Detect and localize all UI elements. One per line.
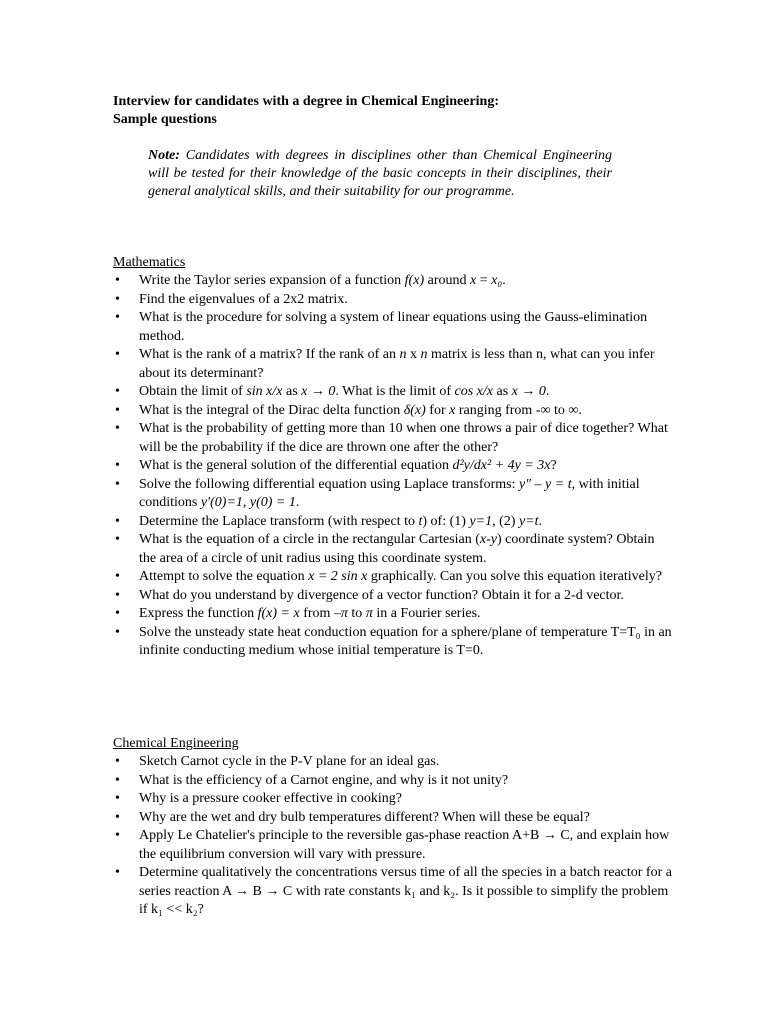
question-math-text: 0 — [538, 384, 546, 399]
bullet-marker: • — [115, 865, 120, 880]
section-heading-chemical-engineering: Chemical Engineering — [113, 736, 239, 751]
question-text: What is the integral of the Dirac delta function — [139, 402, 404, 418]
question-text: → — [307, 384, 329, 399]
bullet-marker: • — [115, 569, 120, 584]
question-item — [113, 790, 673, 809]
question-math-text: sin x/x — [246, 384, 283, 399]
question-math-text: -∞ — [535, 402, 551, 418]
question-text: from – — [299, 606, 341, 621]
question-item — [113, 513, 673, 532]
bullet-marker: • — [115, 384, 120, 399]
question-math-text: 0 — [328, 384, 336, 399]
question-text: Why are the wet and dry bulb temperatures different? When will these be equal? — [139, 809, 590, 825]
title-line-1: Interview for candidates with a degree in Chemical Engineering: — [113, 94, 500, 109]
question-text: What is the probability of getting more than 10 when one throws a pair of dice together? What will be the probability if the dice are thrown one after the other? — [139, 421, 668, 455]
question-text: ? — [550, 458, 557, 473]
question-item — [113, 309, 673, 346]
question-text: Obtain the limit of — [139, 384, 247, 399]
bullet-marker: • — [115, 791, 120, 806]
question-text: . What is the limit of — [335, 384, 455, 399]
question-text: Solve the unsteady state heat conduction equation for a sphere/plane of temperature T=T₀ in an infinite conducting medium whose initial temperature is T=0. — [139, 624, 672, 658]
question-text: . — [295, 495, 300, 510]
bullet-marker: • — [115, 273, 120, 288]
question-math-text: x — [511, 384, 518, 399]
question-math-text: x₀ — [491, 273, 503, 288]
question-math-text: cos x/x — [454, 384, 493, 399]
document-title — [113, 93, 713, 129]
question-math-text: y′(0)=1, y(0) = 1 — [200, 495, 296, 510]
question-math-text: π — [340, 606, 348, 621]
bullet-marker: • — [115, 772, 120, 788]
section-heading-mathematics: Mathematics — [113, 255, 186, 270]
bullet-marker: • — [115, 402, 120, 418]
bullet-marker: • — [115, 458, 120, 473]
bullet-marker: • — [115, 587, 120, 603]
question-item — [113, 420, 673, 457]
question-item — [113, 383, 673, 402]
question-math-text: f(x) — [404, 273, 425, 288]
question-item — [113, 605, 673, 624]
question-item — [113, 772, 673, 791]
bullet-marker: • — [115, 809, 120, 825]
question-text: Attempt to solve the equation — [139, 569, 309, 584]
question-item — [113, 291, 673, 310]
question-text: matrix is less than n, what can you infer about its determinant? — [139, 347, 655, 381]
question-item — [113, 827, 673, 864]
bullet-marker: • — [115, 347, 120, 362]
note-label: Note: — [148, 148, 180, 163]
question-text: Determine the Laplace transform (with respect to — [139, 513, 419, 529]
question-text: . — [502, 273, 506, 288]
question-text: around — [424, 273, 470, 288]
question-math-text: ∞ — [568, 402, 579, 418]
question-math-text: x = 2 sin x — [308, 569, 368, 584]
note-paragraph — [148, 147, 612, 201]
question-text: . — [578, 402, 582, 418]
bullet-marker: • — [115, 624, 120, 640]
question-text: What is the general solution of the differential equation — [139, 458, 453, 473]
question-item — [113, 402, 673, 421]
question-math-text: d²y/dx² + 4y = 3x — [452, 458, 551, 473]
question-text: Solve the following differential equation using Laplace transforms: — [139, 476, 519, 492]
question-text: Find the eigenvalues of a 2x2 matrix. — [139, 291, 348, 307]
question-text: for — [425, 402, 450, 418]
question-text: to — [550, 402, 569, 418]
question-text: Determine qualitatively the concentrations versus time of all the species in a batch reactor for a series reaction A → B → C with rate constants k₁ and k₂. Is it possible to simplify the problem if k₁ << k₂? — [139, 865, 672, 917]
bullet-marker: • — [115, 513, 120, 529]
question-math-text: y″ – y = t — [518, 476, 572, 492]
question-text: in a Fourier series. — [372, 606, 481, 621]
bullet-marker: • — [115, 421, 120, 436]
question-text: . — [545, 384, 550, 399]
question-math-text: δ(x) — [403, 402, 426, 418]
question-text: Why is a pressure cooker effective in cooking? — [139, 791, 402, 806]
bullet-marker: • — [115, 310, 120, 325]
question-text: Express the function — [139, 606, 258, 621]
question-text: . — [538, 513, 542, 529]
question-list-chemical-engineering — [113, 753, 673, 920]
question-item — [113, 568, 673, 587]
question-text: , (2) — [492, 513, 519, 529]
question-math-text: x — [301, 384, 308, 399]
question-text: ) coordinate system? Obtain the area of a circle of unit radius using this coordinate system. — [139, 532, 655, 566]
question-math-text: n — [399, 347, 407, 362]
bullet-marker: • — [115, 754, 120, 769]
question-math-text: n — [420, 347, 428, 362]
title-line-2: Sample questions — [113, 112, 217, 127]
question-item — [113, 457, 673, 476]
question-math-text: x — [470, 273, 477, 288]
question-item — [113, 809, 673, 828]
bullet-marker: • — [115, 291, 120, 307]
question-item — [113, 272, 673, 291]
bullet-marker: • — [115, 532, 120, 547]
question-text: x — [406, 347, 421, 362]
question-text: Sketch Carnot cycle in the P-V plane for an ideal gas. — [139, 754, 440, 769]
question-text: as — [492, 384, 512, 399]
question-item — [113, 864, 673, 920]
question-item — [113, 531, 673, 568]
bullet-marker: • — [115, 828, 120, 843]
question-list-mathematics — [113, 272, 673, 661]
bullet-marker: • — [115, 476, 120, 492]
question-text: What is the equation of a circle in the rectangular Cartesian ( — [139, 532, 480, 547]
question-text: What is the procedure for solving a system of linear equations using the Gauss-elimination method. — [139, 310, 648, 344]
question-math-text: f(x) = x — [257, 606, 300, 621]
question-text: ranging from — [455, 402, 536, 418]
question-text: = — [476, 273, 492, 288]
question-text: graphically. Can you solve this equation iteratively? — [367, 569, 662, 584]
note-text: Candidates with degrees in disciplines other than Chemical Engineering will be tested for their knowledge of the basic concepts in their disciplines, their general analytical skills, and their suitability for our programme. — [148, 148, 612, 199]
question-text: What do you understand by divergence of a vector function? Obtain it for a 2-d vector. — [139, 587, 624, 603]
question-math-text: y=1 — [469, 513, 493, 529]
question-text: ) of: (1) — [422, 513, 470, 529]
question-text: as — [282, 384, 302, 399]
question-math-text: x — [449, 402, 456, 418]
question-text: What is the efficiency of a Carnot engine, and why is it not unity? — [139, 772, 509, 788]
section-mathematics — [113, 254, 673, 661]
question-text: Write the Taylor series expansion of a function — [139, 273, 405, 288]
question-math-text: x-y — [479, 532, 498, 547]
question-item — [113, 587, 673, 606]
question-text: What is the rank of a matrix? If the rank of an — [139, 347, 400, 362]
question-text: → — [517, 384, 539, 399]
question-item — [113, 753, 673, 772]
section-chemical-engineering — [113, 735, 673, 920]
question-math-text: t — [418, 513, 423, 529]
question-math-text: y=t — [518, 513, 539, 529]
question-text: to — [347, 606, 366, 621]
question-item — [113, 346, 673, 383]
question-text: Apply Le Chatelier's principle to the reversible gas-phase reaction A+B → C, and explain how the equilibrium conversion will vary with pressure. — [139, 828, 670, 862]
question-math-text: π — [365, 606, 373, 621]
question-item — [113, 624, 673, 661]
bullet-marker: • — [115, 606, 120, 621]
question-item — [113, 476, 673, 513]
question-text: , with initial conditions — [139, 476, 640, 510]
